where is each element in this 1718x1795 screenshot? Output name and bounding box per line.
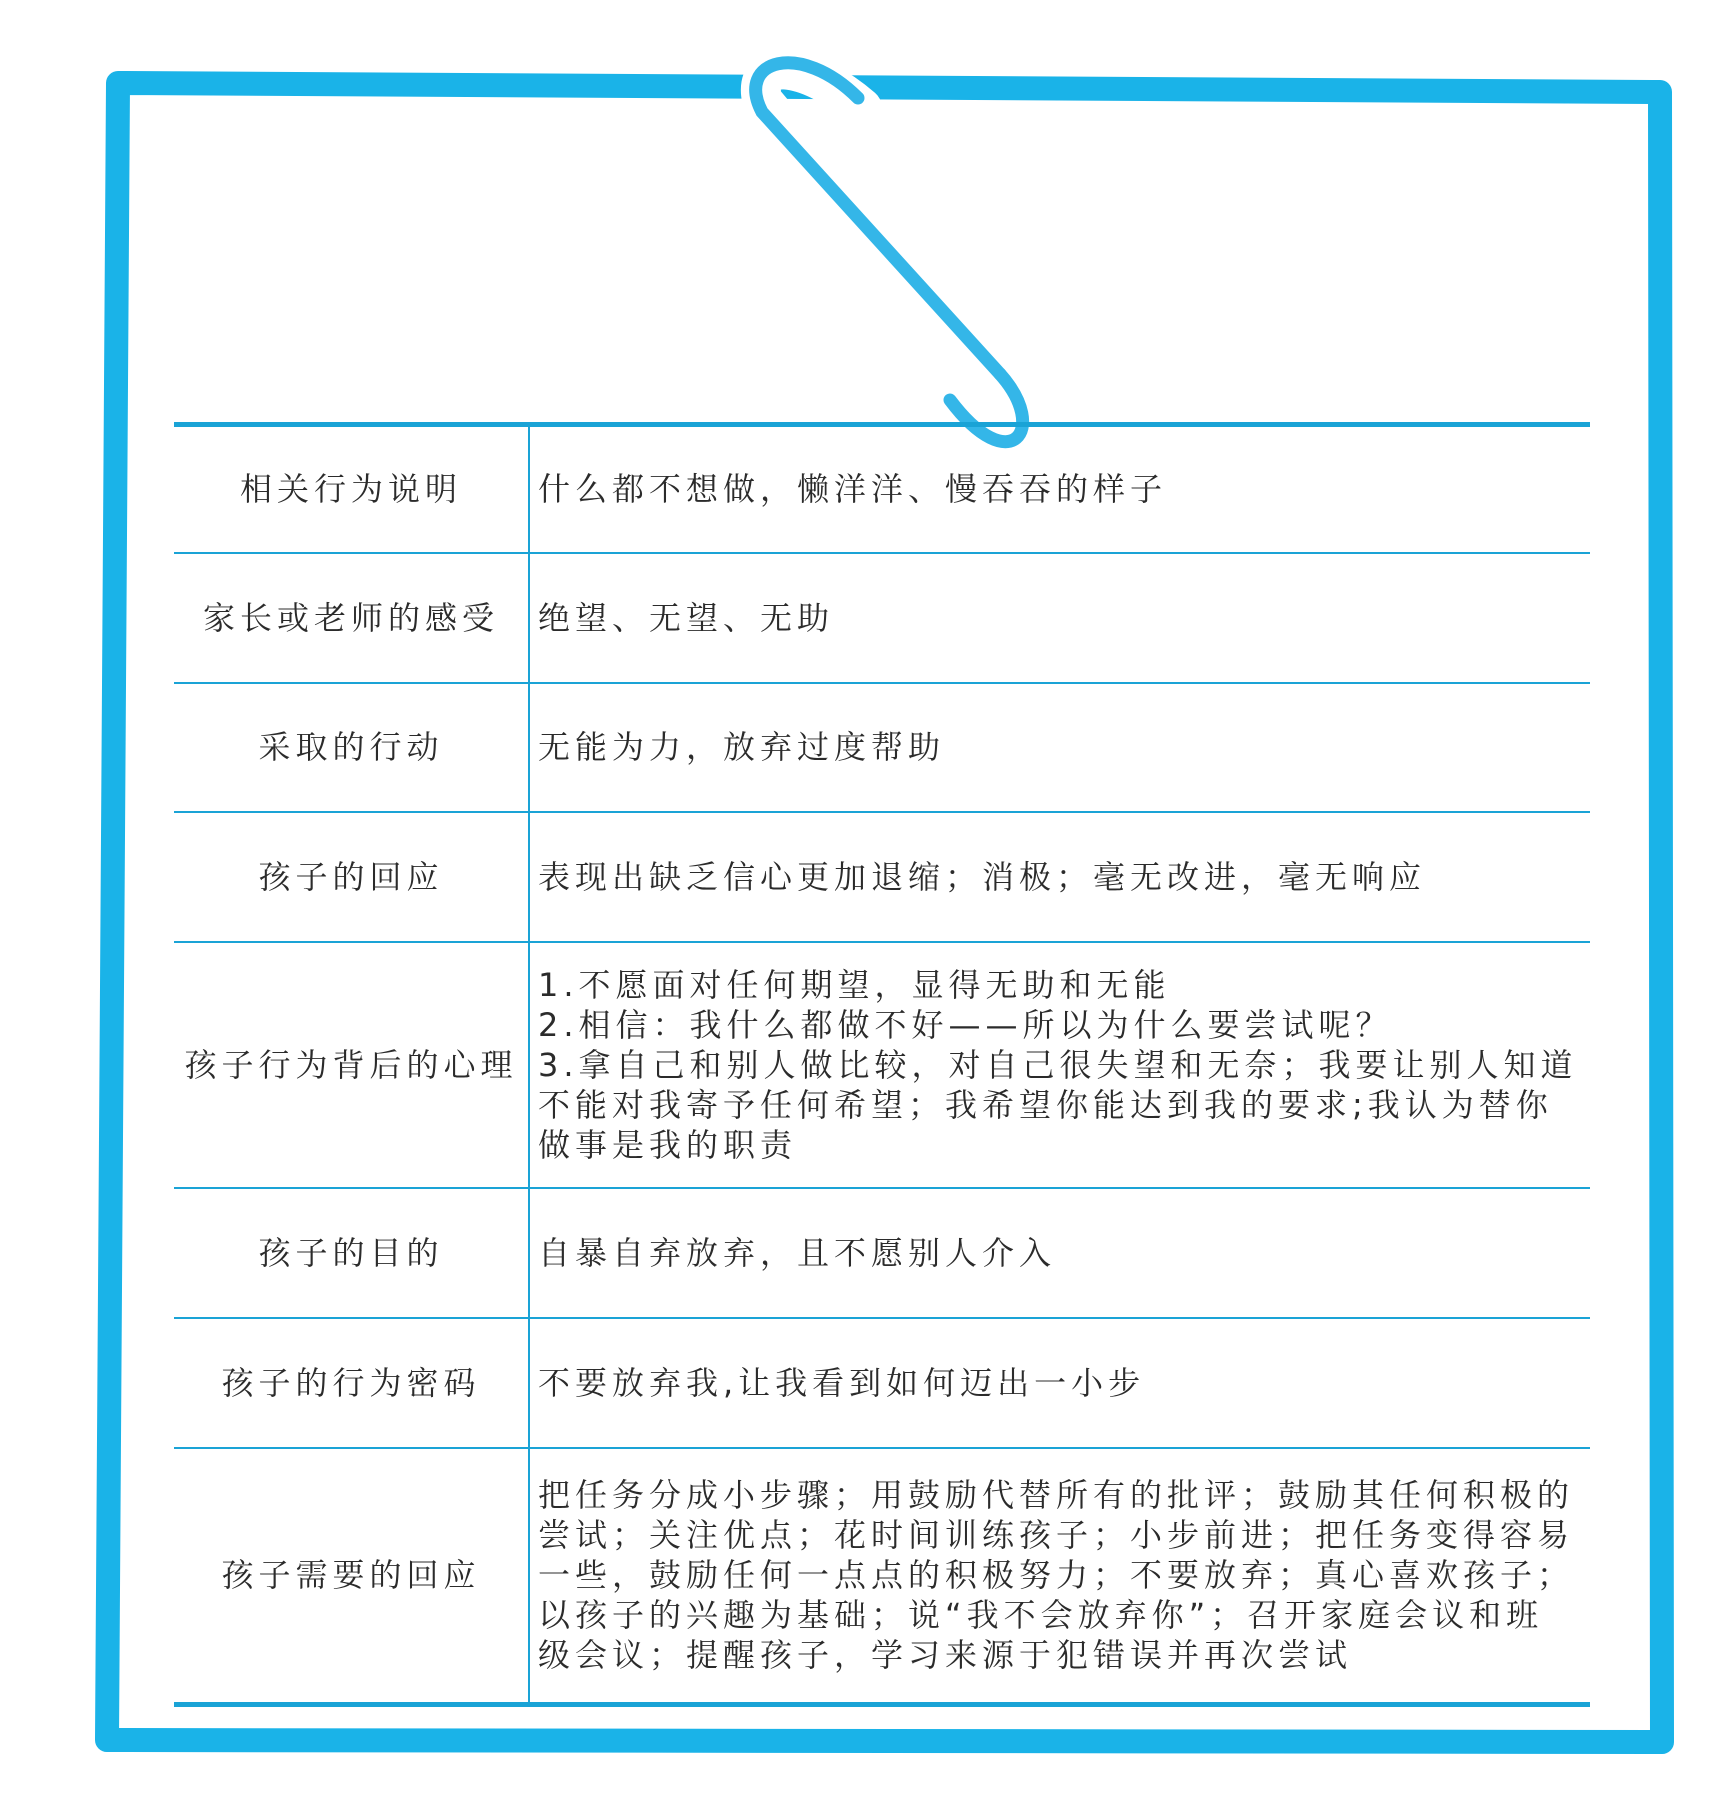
row-label: 孩子的回应	[174, 812, 529, 942]
row-value	[529, 1448, 1590, 1705]
row-value	[529, 425, 1590, 553]
row-label: 孩子的行为密码	[174, 1318, 529, 1448]
table-row	[174, 812, 1590, 942]
table-row	[174, 553, 1590, 683]
table-row	[174, 425, 1590, 553]
table-row	[174, 683, 1590, 812]
row-label: 相关行为说明	[174, 425, 529, 553]
row-value-line: 自暴自弃放弃，且不愿别人介入	[538, 1233, 1057, 1272]
table-row	[174, 1188, 1590, 1318]
row-value-line: 2.相信：我什么都做不好——所以为什么要尝试呢？	[538, 1005, 1393, 1044]
row-value	[529, 1188, 1590, 1318]
row-label: 孩子行为背后的心理	[174, 942, 529, 1188]
table-row	[174, 942, 1590, 1188]
row-value	[529, 683, 1590, 812]
row-value-line: 1.不愿面对任何期望，显得无助和无能	[538, 965, 1171, 1004]
row-label: 孩子的目的	[174, 1188, 529, 1318]
row-value-line: 3.拿自己和别人做比较，对自己很失望和无奈；我要让别人知道不能对我寄予任何希望；我希望你能达到我的要求;我认为替你做事是我的职责	[538, 1045, 1578, 1164]
row-value-line: 无能为力，放弃过度帮助	[538, 728, 946, 766]
row-label: 采取的行动	[174, 683, 529, 812]
row-label: 家长或老师的感受	[174, 553, 529, 683]
row-value-line: 绝望、无望、无助	[538, 598, 835, 637]
row-label: 孩子需要的回应	[174, 1448, 529, 1705]
behavior-table-wrapper	[174, 422, 1590, 1707]
row-value-line: 表现出缺乏信心更加退缩；消极；毫无改进，毫无响应	[538, 857, 1427, 896]
row-value-line: 把任务分成小步骤；用鼓励代替所有的批评；鼓励其任何积极的尝试；关注优点；花时间训练孩子；小步前进；把任务变得容易一些，鼓励任何一点点的积极努力；不要放弃；真心喜欢孩子；以孩子的兴趣为基础；说“我不会放弃你”；召开家庭会议和班级会议；提醒孩子，学习来源于犯错误并再次尝试	[538, 1476, 1575, 1675]
behavior-table	[174, 422, 1590, 1707]
paperclip-icon	[757, 61, 1028, 439]
row-value-line: 不要放弃我,让我看到如何迈出一小步	[538, 1363, 1146, 1402]
row-value-line: 什么都不想做，懒洋洋、慢吞吞的样子	[538, 470, 1168, 509]
row-value	[529, 942, 1590, 1188]
table-row	[174, 1448, 1590, 1705]
row-value	[529, 812, 1590, 942]
row-value	[529, 1318, 1590, 1448]
row-value	[529, 553, 1590, 683]
table-row	[174, 1318, 1590, 1448]
